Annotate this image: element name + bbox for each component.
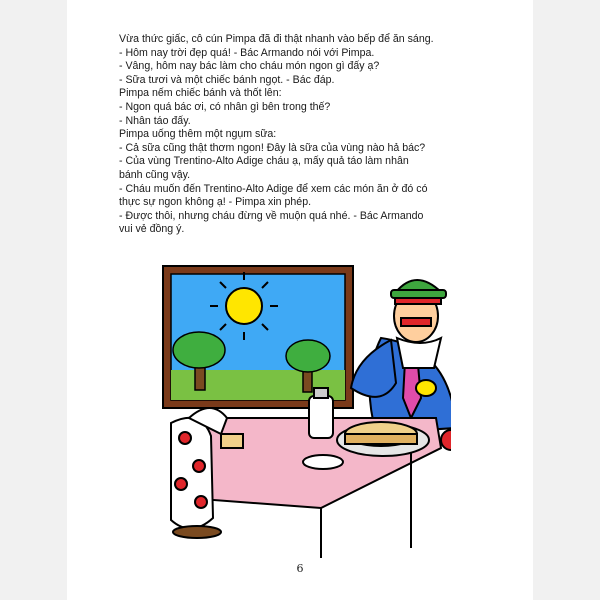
story-line: - Ngon quá bác ơi, có nhân gì bên trong thế? [119,100,331,113]
armando-character [351,280,451,433]
story-line: - Cả sữa cũng thật thơm ngon! Đây là sữa của vùng nào hả bác? [119,141,426,154]
page-number: 6 [296,562,304,575]
story-text [119,33,519,237]
story-line: - Được thôi, nhưng cháu đừng về muộn quá nhé. - Bác Armando [119,209,424,222]
story-line: Vừa thức giấc, cô cún Pimpa đã đi thật nhanh vào bếp để ăn sáng. [119,33,434,45]
story-line: thực sự ngon không ạ! - Pimpa xin phép. [119,196,312,209]
story-line: - Hôm nay trời đẹp quá! - Bác Armando nói với Pimpa. [119,46,375,59]
window [163,266,353,408]
story-line: - Sữa tươi và một chiếc bánh ngọt. - Bác đáp. [119,73,335,86]
story-line: bánh cũng vậy. [119,168,191,181]
milk-bottle [309,388,333,438]
book-page [67,0,533,600]
story-line: - Của vùng Trentino-Alto Adige cháu ạ, mấy quả táo làm nhân [119,155,409,168]
bowl [303,455,343,469]
story-line: vui vẻ đồng ý. [119,223,185,236]
story-line: Pimpa uống thêm một ngụm sữa: [119,128,277,141]
kitchen-illustration [151,258,451,558]
story-line: - Cháu muốn đến Trentino-Alto Adige để xem các món ăn ở đó có [119,182,428,195]
story-line: - Nhân táo đấy. [119,114,191,127]
story-line: - Vâng, hôm nay bác làm cho cháu món ngon gì đấy ạ? [119,60,380,73]
story-line: Pimpa nếm chiếc bánh và thốt lên: [119,87,282,100]
